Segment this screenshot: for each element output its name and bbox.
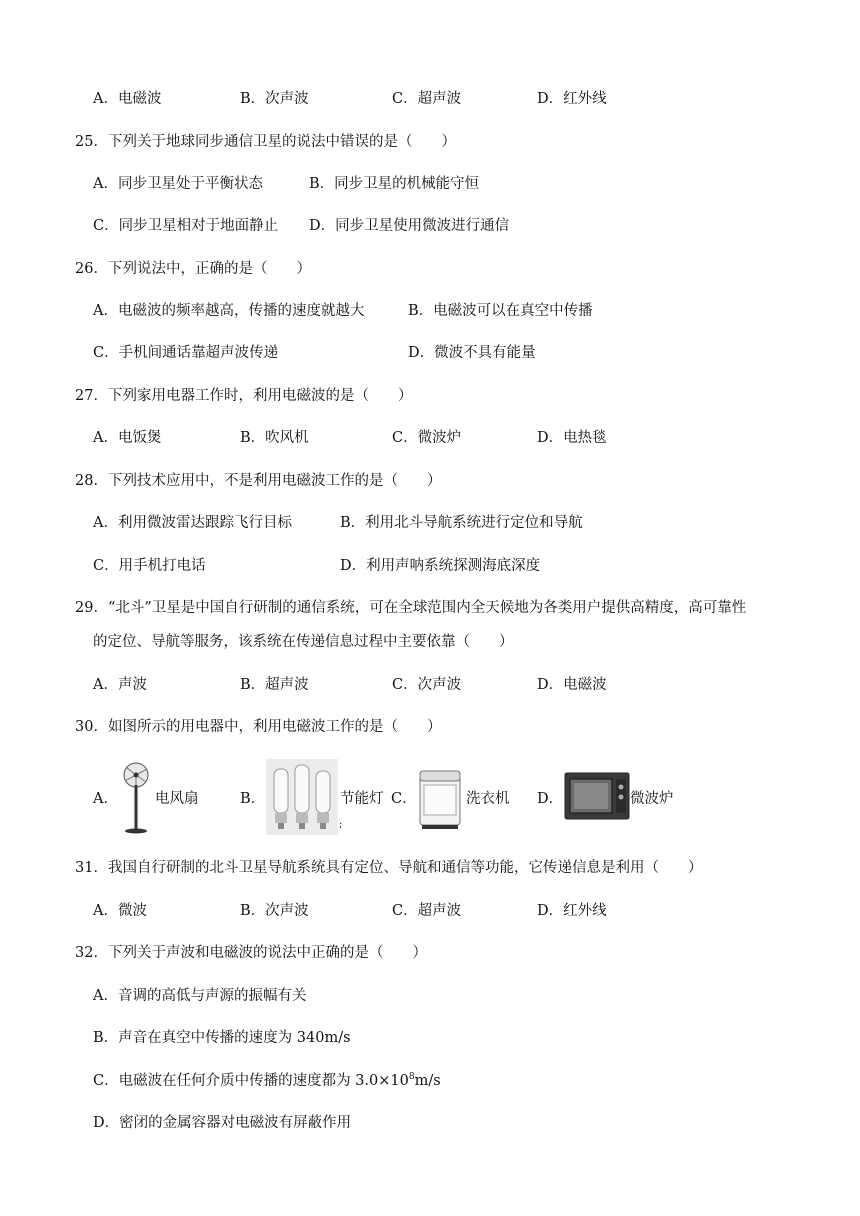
q28-option-a: A．利用微波雷达跟踪飞行目标: [93, 515, 292, 531]
q32-option-c-unit: m/s: [414, 1073, 441, 1089]
q29-stem-line1: 29．“北斗”卫星是中国自行研制的通信系统，可在全球范围内全天候地为各类用户提供高精度，高可靠性: [75, 600, 747, 616]
q30-caption-d: 微波炉: [630, 791, 674, 807]
q29-option-d: D．电磁波: [537, 677, 607, 693]
q28-option-b: B．利用北斗导航系统进行定位和导航: [340, 515, 583, 531]
q30-letter-c: C．: [391, 791, 417, 807]
q28-stem: 28．下列技术应用中，不是利用电磁波工作的是（ ）: [75, 473, 442, 489]
q26-option-c: C．手机间通话靠超声波传递: [93, 345, 279, 361]
q24-option-d: D．红外线: [537, 91, 607, 107]
q31-option-c: C．超声波: [392, 903, 462, 919]
q32-option-b: B．声音在真空中传播的速度为 340m/s: [93, 1030, 351, 1046]
q32-stem: 32．下列关于声波和电磁波的说法中正确的是（ ）: [75, 945, 427, 961]
q30-caption-b: 节能灯: [340, 791, 384, 807]
q32-option-c-text: C．电磁波在任何介质中传播的速度都为 3.0×10: [93, 1073, 409, 1089]
q29-option-c: C．次声波: [392, 677, 462, 693]
q32-option-a: A．音调的高低与声源的振幅有关: [93, 988, 307, 1004]
q28-option-c: C．用手机打电话: [93, 558, 206, 574]
q24-option-b: B．次声波: [240, 91, 309, 107]
q31-option-a: A．微波: [93, 903, 147, 919]
q25-option-c: C．同步卫星相对于地面静止: [93, 218, 279, 234]
q29-option-a: A．声波: [93, 677, 147, 693]
q28-option-d: D．利用声呐系统探测海底深度: [340, 558, 541, 574]
q25-option-a: A．同步卫星处于平衡状态: [93, 176, 263, 192]
q27-stem: 27．下列家用电器工作时，利用电磁波的是（ ）: [75, 388, 413, 404]
q32-option-c-exponent: 8: [408, 1072, 415, 1083]
q30-stray-mark: ;: [339, 819, 343, 830]
q30-letter-b: B．: [240, 791, 266, 807]
q25-stem: 25．下列关于地球同步通信卫星的说法中错误的是（ ）: [75, 134, 456, 150]
q30-stem: 30．如图所示的用电器中，利用电磁波工作的是（ ）: [75, 719, 442, 735]
q31-stem: 31．我国自行研制的北斗卫星导航系统具有定位、导航和通信等功能，它传递信息是利用（ ）: [75, 860, 703, 876]
q27-option-d: D．电热毯: [537, 430, 607, 446]
q26-option-a: A．电磁波的频率越高，传播的速度就越大: [93, 303, 365, 319]
q29-option-b: B．超声波: [240, 677, 309, 693]
q30-caption-a: 电风扇: [155, 791, 199, 807]
q25-option-b: B．同步卫星的机械能守恒: [309, 176, 480, 192]
electric-fan-image: [116, 761, 156, 835]
q27-option-c: C．微波炉: [392, 430, 462, 446]
washing-machine-image: [418, 767, 462, 831]
q27-option-a: A．电饭煲: [93, 430, 162, 446]
q24-option-c: C．超声波: [392, 91, 462, 107]
q26-option-d: D．微波不具有能量: [408, 345, 536, 361]
q26-stem: 26．下列说法中，正确的是（ ）: [75, 261, 311, 277]
microwave-oven-image: [564, 771, 630, 821]
q29-stem-line2: 的定位、导航等服务，该系统在传递信息过程中主要依靠（ ）: [93, 634, 514, 650]
q27-option-b: B．吹风机: [240, 430, 309, 446]
q31-option-d: D．红外线: [537, 903, 607, 919]
q30-letter-a: A．: [93, 791, 118, 807]
q31-option-b: B．次声波: [240, 903, 309, 919]
q32-option-d: D．密闭的金属容器对电磁波有屏蔽作用: [93, 1115, 352, 1131]
q24-option-a: A．电磁波: [93, 91, 162, 107]
energy-saving-lamp-image: [266, 759, 338, 835]
q30-letter-d: D．: [537, 791, 564, 807]
q30-caption-c: 洗衣机: [466, 791, 510, 807]
q25-option-d: D．同步卫星使用微波进行通信: [309, 218, 510, 234]
q26-option-b: B．电磁波可以在真空中传播: [408, 303, 593, 319]
q32-option-c: [93, 1071, 441, 1091]
